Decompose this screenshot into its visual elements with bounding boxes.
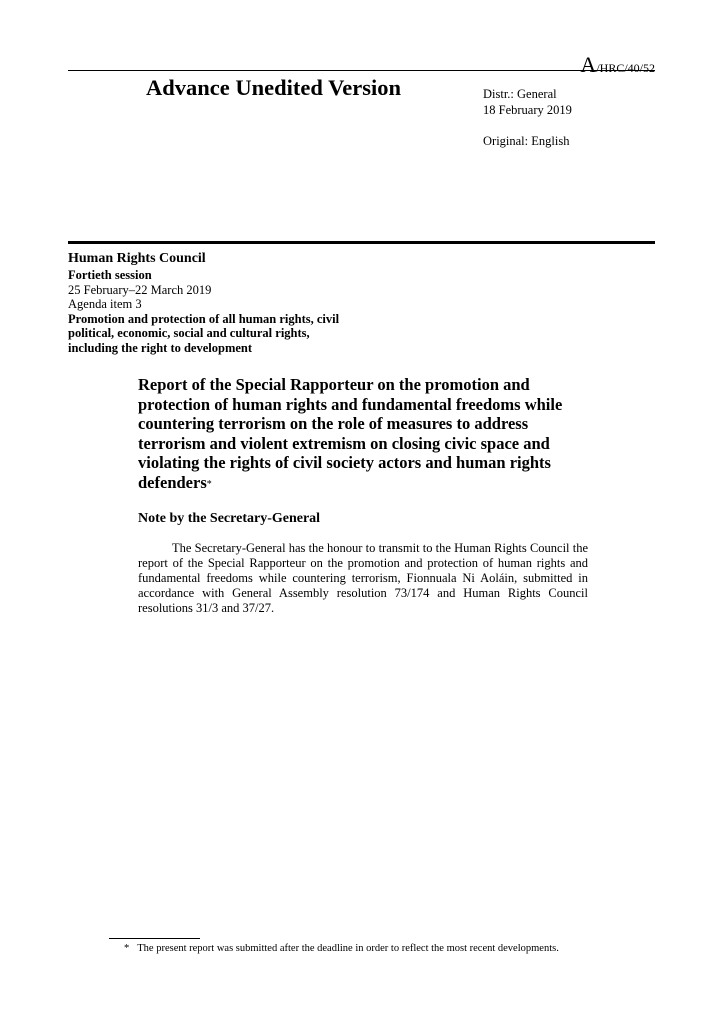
session-name: Fortieth session	[68, 268, 152, 282]
note-body: The Secretary-General has the honour to transmit to the Human Rights Council the report of the Special Rapporteur on the promotion and protection of human rights and fundamental freedoms while countering terrorism, Fionnuala Ni Aoláin, submitted in accordance with General Assembly resolution 73/174 and Human Rights Council resolutions 31/3 and 37/27.	[138, 541, 588, 615]
header-rule	[68, 70, 655, 71]
footnote	[124, 943, 559, 954]
agenda-title-line: including the right to development	[68, 340, 253, 355]
agenda-title-line: political, economic, social and cultural rights,	[68, 326, 310, 340]
footnote-rule	[109, 938, 200, 939]
section-rule	[68, 241, 655, 244]
note-heading: Note by the Secretary-General	[138, 511, 321, 526]
council-name: Human Rights Council	[68, 251, 206, 266]
report-title-text: Report of the Special Rapporteur on the promotion and protection of human rights and fundamental freedoms while countering terrorism on the role of measures to address terrorism and violent extremism on closing civic space and violating the rights of civil society actors and human rights defenders	[138, 375, 563, 492]
version-title: Advance Unedited Version	[146, 75, 402, 100]
agenda-title-line: Promotion and protection of all human rights, civil	[68, 311, 340, 326]
session-block	[68, 268, 339, 355]
document-symbol	[580, 52, 655, 78]
session-dates: 25 February–22 March 2019	[68, 282, 212, 297]
agenda-item: Agenda item 3	[68, 297, 142, 311]
footnote-mark: *	[124, 943, 130, 954]
original-language: Original: English	[483, 134, 570, 148]
symbol-letter: A	[580, 52, 597, 77]
report-title	[138, 375, 578, 496]
symbol-code: /HRC/40/52	[596, 61, 655, 75]
distribution-label: Distr.: General	[483, 87, 557, 101]
footnote-text: The present report was submitted after the deadline in order to reflect the most recent developments.	[137, 943, 559, 954]
footnote-marker[interactable]: *	[206, 478, 212, 490]
issue-date: 18 February 2019	[483, 103, 572, 117]
distribution-block	[483, 86, 572, 149]
